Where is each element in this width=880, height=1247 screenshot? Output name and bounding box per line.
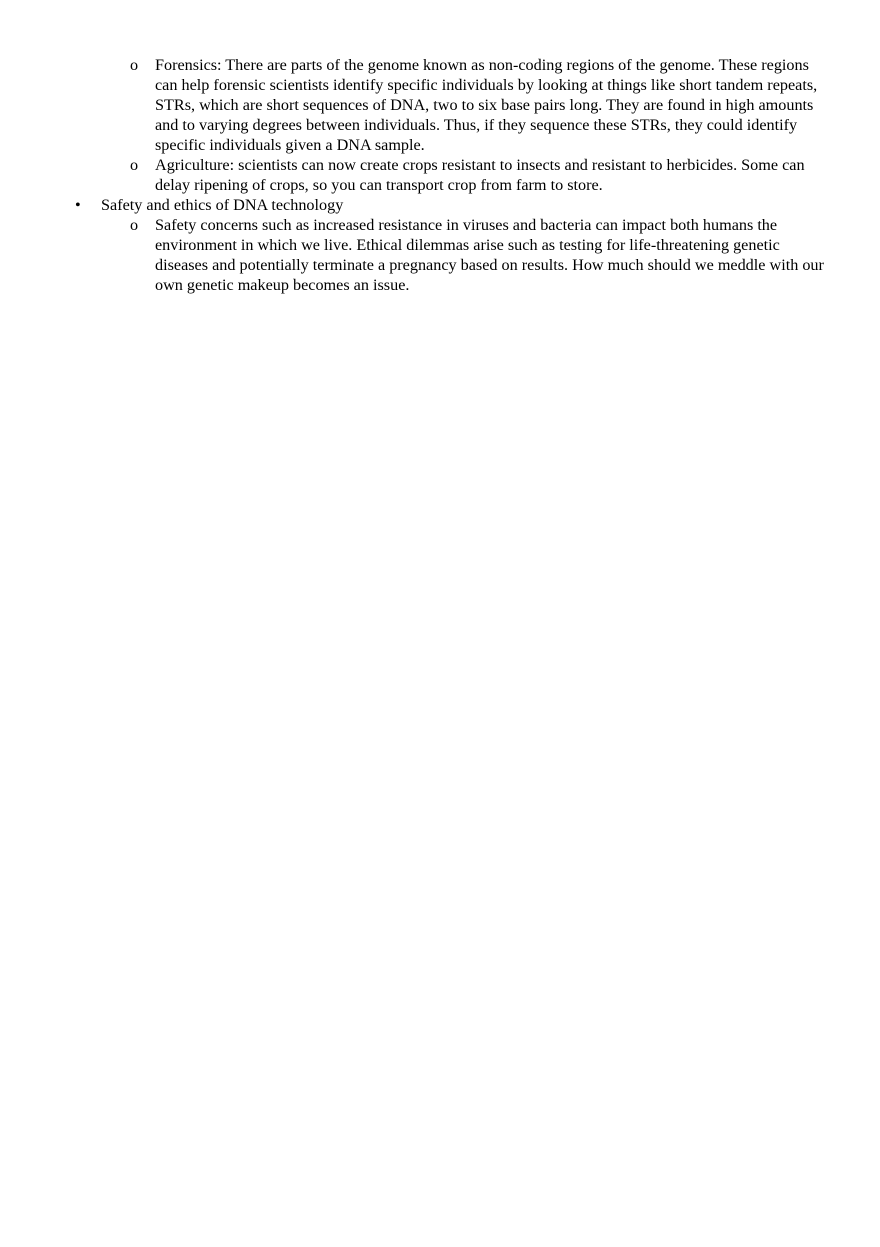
- list-item-forensics: [0, 55, 825, 155]
- sub-bullet-marker: o: [130, 56, 139, 74]
- list-item-text: Agriculture: scientists can now create crops resistant to insects and resistant to herbicides. Some can delay ripening of crops, so you can transport crop from farm to store.: [155, 156, 805, 194]
- list-item-agriculture: [0, 155, 825, 195]
- sub-bullet-marker: o: [130, 216, 139, 234]
- sub-bullet-marker: o: [130, 156, 139, 174]
- list-item-safety-ethics: [0, 195, 801, 215]
- list-item-text: Safety and ethics of DNA technology: [101, 196, 344, 214]
- list-item-text: Forensics: There are parts of the genome known as non-coding regions of the genome. These regions can help forensic scientists identify specific individuals by looking at things like short tandem repeats, STRs, which are short sequences of DNA, two to six base pairs long. They are found in high amounts and to varying degrees between individuals. Thus, if they sequence these STRs, they could identify specific individuals given a DNA sample.: [155, 56, 818, 154]
- list-item-safety-concerns: [0, 215, 825, 295]
- bullet-marker: •: [75, 196, 81, 214]
- list-item-text: Safety concerns such as increased resistance in viruses and bacteria can impact both humans the environment in which we live. Ethical dilemmas arise such as testing for life-threatening genetic diseases and potentially terminate a pregnancy based on results. How much should we meddle with our own genetic makeup becomes an issue.: [155, 216, 824, 294]
- document-body: [0, 55, 880, 295]
